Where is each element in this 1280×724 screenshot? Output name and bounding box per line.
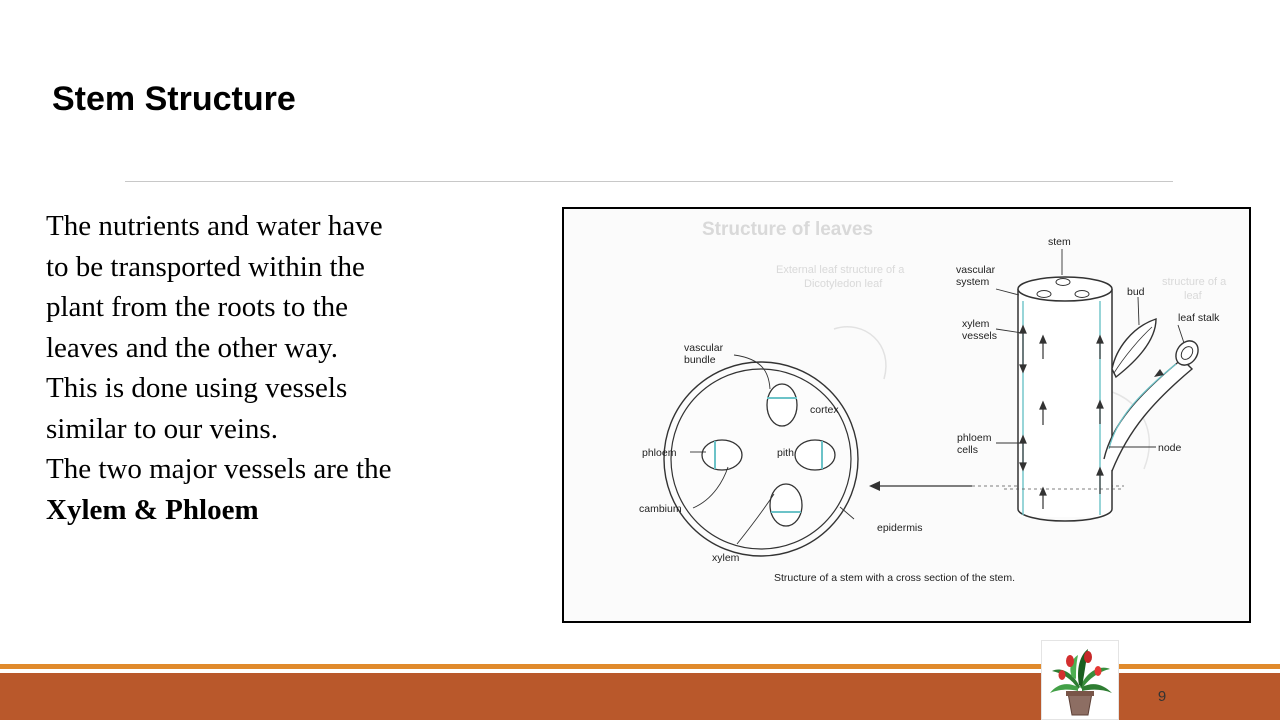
ghost-leaf-outline — [834, 327, 886, 379]
ghost-text: leaf — [1184, 290, 1202, 302]
label-xylem-vessels-1: xylem — [962, 318, 990, 330]
body-line: similar to our veins. — [46, 412, 278, 445]
label-cortex: cortex — [810, 404, 839, 416]
stem-diagram-figure — [562, 207, 1251, 623]
stem-diagram — [564, 209, 1249, 621]
label-vascular-system-1: vascular — [956, 264, 996, 276]
label-bud: bud — [1127, 286, 1145, 298]
label-phloem-cells-2: cells — [957, 444, 979, 456]
bud — [1112, 319, 1156, 377]
vascular-bundle — [702, 440, 742, 470]
body-line: leaves and the other way. — [46, 331, 339, 364]
label-phloem: phloem — [642, 447, 677, 459]
ghost-text: External leaf structure of a — [776, 264, 905, 276]
label-vascular-system-2: system — [956, 276, 990, 288]
stem-cylinder — [1004, 277, 1124, 521]
label-epidermis: epidermis — [877, 522, 923, 534]
ghost-text: Structure of leaves — [702, 219, 874, 240]
label-phloem-cells-1: phloem — [957, 432, 992, 444]
label-stem: stem — [1048, 236, 1071, 248]
body-line: The nutrients and water have — [46, 210, 383, 242]
label-vascular: vascular — [684, 342, 724, 354]
label-node: node — [1158, 442, 1182, 454]
label-xylem: xylem — [712, 552, 740, 564]
vascular-bundle — [767, 384, 797, 426]
potted-plant-icon — [1041, 640, 1119, 720]
label-pith: pith — [777, 447, 794, 459]
page-number: 9 — [1157, 688, 1167, 705]
slide-title: Stem Structure — [52, 80, 296, 118]
vascular-bundle — [795, 440, 835, 470]
body-line: The two major vessels are the — [46, 453, 392, 485]
cross-section — [664, 362, 858, 556]
label-leaf-stalk: leaf stalk — [1178, 312, 1220, 324]
body-line: This is done using vessels — [46, 372, 348, 404]
body-line: to be transported within the — [46, 250, 365, 283]
ghost-text: Dicotyledon leaf — [804, 278, 883, 290]
title-divider — [125, 181, 1173, 182]
body-text — [46, 206, 516, 530]
label-cambium: cambium — [639, 503, 682, 515]
figure-caption: Structure of a stem with a cross section of the stem. — [774, 572, 1016, 584]
label-bundle: bundle — [684, 354, 716, 366]
body-line: plant from the roots to the — [46, 291, 349, 323]
vascular-bundle — [770, 484, 802, 526]
emphasis-line: Xylem & Phloem — [46, 493, 259, 526]
ghost-text: structure of a — [1162, 276, 1227, 288]
label-xylem-vessels-2: vessels — [962, 330, 998, 342]
